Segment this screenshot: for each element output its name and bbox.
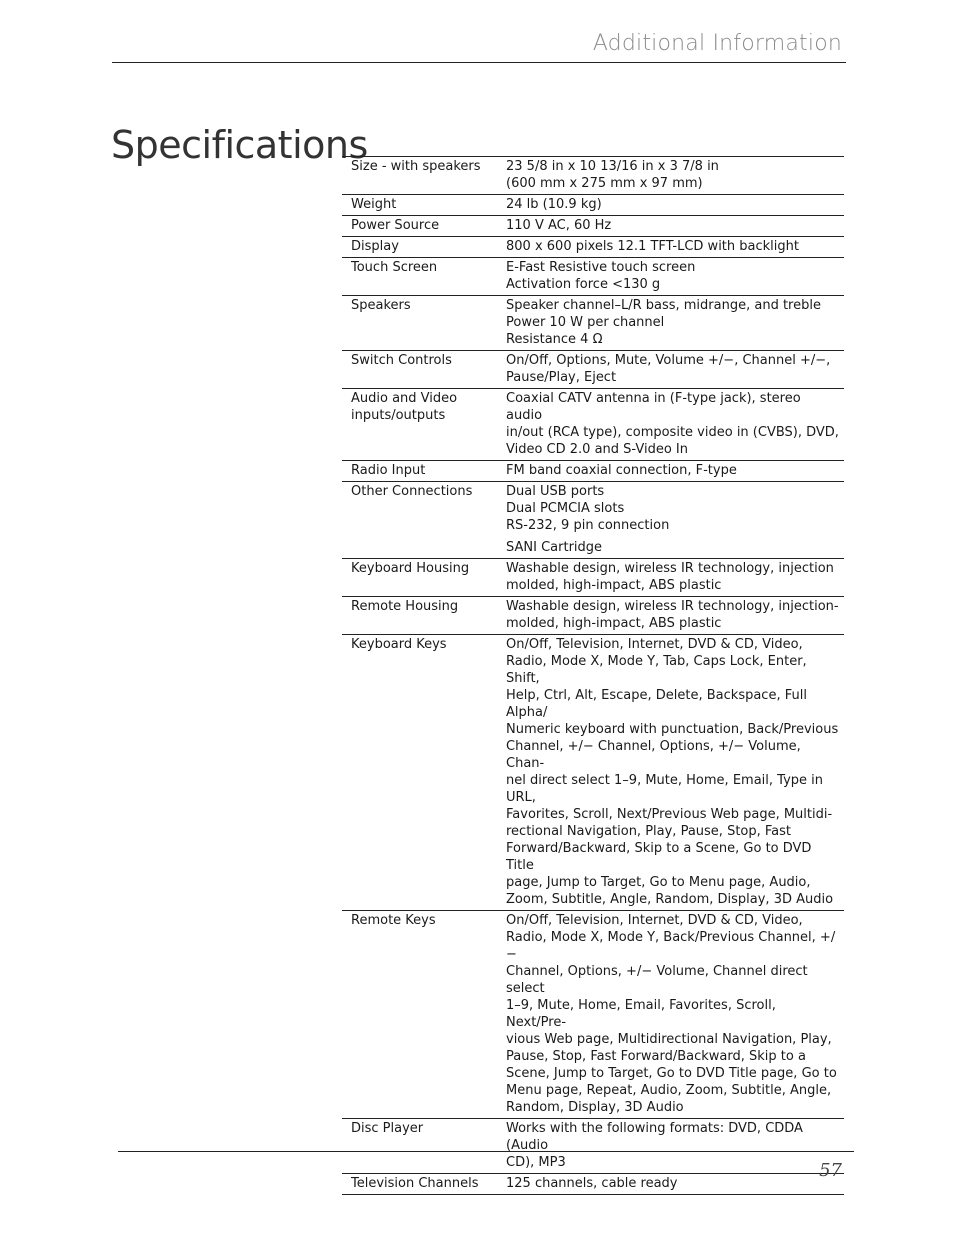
spec-value-line: Dual USB ports bbox=[506, 484, 605, 499]
spec-row bbox=[342, 237, 844, 258]
spec-row bbox=[342, 389, 844, 461]
spec-row bbox=[342, 351, 844, 389]
spec-row bbox=[342, 559, 844, 597]
spec-value bbox=[506, 911, 844, 1119]
spec-value-line: Coaxial CATV antenna in (F-type jack), stereo audio bbox=[506, 391, 801, 423]
spec-value bbox=[506, 635, 844, 911]
spec-value-line: Channel, +/− Channel, Options, +/− Volume, Chan- bbox=[506, 739, 801, 771]
spec-value-line: Forward/Backward, Skip to a Scene, Go to DVD Title bbox=[506, 841, 812, 873]
spec-label bbox=[342, 296, 506, 351]
spec-label bbox=[342, 559, 506, 597]
spec-value bbox=[506, 482, 844, 559]
spec-label bbox=[342, 1119, 506, 1174]
spec-value-line: 110 V AC, 60 Hz bbox=[506, 218, 612, 233]
spec-value-line: Channel, Options, +/− Volume, Channel direct select bbox=[506, 964, 808, 996]
spec-value-line: Radio, Mode X, Mode Y, Tab, Caps Lock, Enter, Shift, bbox=[506, 654, 807, 686]
spec-value-line: CD), MP3 bbox=[506, 1155, 566, 1170]
spec-value bbox=[506, 296, 844, 351]
spec-value-line: Pause, Stop, Fast Forward/Backward, Skip to a bbox=[506, 1049, 806, 1064]
spec-label-line: Keyboard Keys bbox=[351, 637, 447, 652]
spec-value-line: Resistance 4 Ω bbox=[506, 332, 603, 347]
page-title: Specifications bbox=[111, 123, 368, 168]
spec-value-line: molded, high-impact, ABS plastic bbox=[506, 616, 722, 631]
spec-value-line: E-Fast Resistive touch screen bbox=[506, 260, 696, 275]
spec-label bbox=[342, 195, 506, 216]
spec-label-line: Touch Screen bbox=[351, 260, 438, 275]
spec-value-line: nel direct select 1–9, Mute, Home, Email, Type in URL, bbox=[506, 773, 823, 805]
spec-value-line: Zoom, Subtitle, Angle, Random, Display, 3D Audio bbox=[506, 892, 834, 907]
spec-value-line: 125 channels, cable ready bbox=[506, 1176, 678, 1191]
spec-label-line: Weight bbox=[351, 197, 397, 212]
spec-value-line: Speaker channel–L/R bass, midrange, and treble bbox=[506, 298, 821, 313]
spec-value-line: SANI Cartridge bbox=[506, 540, 603, 555]
spec-row bbox=[342, 258, 844, 296]
spec-value bbox=[506, 258, 844, 296]
spec-value-line: FM band coaxial connection, F-type bbox=[506, 463, 737, 478]
header-divider bbox=[112, 62, 846, 63]
spec-value-line: On/Off, Options, Mute, Volume +/−, Channel +/−, bbox=[506, 353, 831, 368]
spec-value bbox=[506, 559, 844, 597]
spec-label-line: Switch Controls bbox=[351, 353, 452, 368]
spec-value-line: rectional Navigation, Play, Pause, Stop, Fast bbox=[506, 824, 792, 839]
spec-label bbox=[342, 461, 506, 482]
spec-row bbox=[342, 482, 844, 559]
spec-label bbox=[342, 911, 506, 1119]
spec-label-line: Audio and Video bbox=[351, 391, 458, 406]
spec-value bbox=[506, 195, 844, 216]
specifications-table bbox=[342, 156, 844, 1195]
spec-value-line: 23 5/8 in x 10 13/16 in x 3 7/8 in bbox=[506, 159, 719, 174]
spec-value-line: in/out (RCA type), composite video in (CVBS), DVD, bbox=[506, 425, 839, 440]
spec-value-line: On/Off, Television, Internet, DVD & CD, Video, bbox=[506, 913, 803, 928]
spec-label-line: Speakers bbox=[351, 298, 411, 313]
spec-label bbox=[342, 237, 506, 258]
spec-label bbox=[342, 635, 506, 911]
spec-value-line: (600 mm x 275 mm x 97 mm) bbox=[506, 176, 703, 191]
spec-value bbox=[506, 157, 844, 195]
spec-value bbox=[506, 351, 844, 389]
spec-label bbox=[342, 389, 506, 461]
spec-row bbox=[342, 461, 844, 482]
page-number: 57 bbox=[819, 1160, 842, 1181]
spec-value-line: Works with the following formats: DVD, CDDA (Audio bbox=[506, 1121, 803, 1153]
spec-label-line: inputs/outputs bbox=[351, 408, 446, 423]
spec-row bbox=[342, 157, 844, 195]
spec-row bbox=[342, 296, 844, 351]
spec-value bbox=[506, 389, 844, 461]
spec-label bbox=[342, 1174, 506, 1195]
spec-value-line: Random, Display, 3D Audio bbox=[506, 1100, 684, 1115]
spec-value-line: RS-232, 9 pin connection bbox=[506, 518, 670, 533]
spec-label-line: Other Connections bbox=[351, 484, 473, 499]
spec-value bbox=[506, 216, 844, 237]
spec-label bbox=[342, 258, 506, 296]
spec-label-line: Display bbox=[351, 239, 399, 254]
spec-label-line: Keyboard Housing bbox=[351, 561, 470, 576]
spec-value-line: Numeric keyboard with punctuation, Back/Previous bbox=[506, 722, 839, 737]
spec-value-line: Washable design, wireless IR technology, injection bbox=[506, 561, 834, 576]
spec-value bbox=[506, 1119, 844, 1174]
spec-value-line: page, Jump to Target, Go to Menu page, Audio, bbox=[506, 875, 811, 890]
spec-label bbox=[342, 216, 506, 237]
spec-row bbox=[342, 911, 844, 1119]
section-header-title: Additional Information bbox=[592, 31, 842, 56]
spec-row bbox=[342, 195, 844, 216]
spec-value-line: Favorites, Scroll, Next/Previous Web page, Multidi- bbox=[506, 807, 833, 822]
spec-value-line: Pause/Play, Eject bbox=[506, 370, 617, 385]
spec-value bbox=[506, 597, 844, 635]
spec-value-line: Menu page, Repeat, Audio, Zoom, Subtitle, Angle, bbox=[506, 1083, 832, 1098]
spec-row bbox=[342, 635, 844, 911]
spec-row bbox=[342, 216, 844, 237]
spec-value-line: molded, high-impact, ABS plastic bbox=[506, 578, 722, 593]
spec-value-line: Power 10 W per channel bbox=[506, 315, 665, 330]
spec-label bbox=[342, 351, 506, 389]
spec-value-line: 1–9, Mute, Home, Email, Favorites, Scroll, Next/Pre- bbox=[506, 998, 776, 1030]
spec-value bbox=[506, 237, 844, 258]
spec-label-line: Remote Keys bbox=[351, 913, 436, 928]
spec-label-line: Television Channels bbox=[351, 1176, 479, 1191]
spec-value bbox=[506, 461, 844, 482]
spec-label bbox=[342, 157, 506, 195]
spec-value-line: Help, Ctrl, Alt, Escape, Delete, Backspace, Full Alpha/ bbox=[506, 688, 807, 720]
spec-value-line: On/Off, Television, Internet, DVD & CD, Video, bbox=[506, 637, 803, 652]
spec-label-line: Power Source bbox=[351, 218, 440, 233]
footer-divider bbox=[118, 1151, 854, 1152]
spec-value-line: Dual PCMCIA slots bbox=[506, 501, 625, 516]
spec-row bbox=[342, 597, 844, 635]
spec-value-line: Radio, Mode X, Mode Y, Back/Previous Channel, +/− bbox=[506, 930, 836, 962]
spec-label-line: Size - with speakers bbox=[351, 159, 481, 174]
spec-label bbox=[342, 482, 506, 559]
spec-value-line: 24 lb (10.9 kg) bbox=[506, 197, 602, 212]
spec-value bbox=[506, 1174, 844, 1195]
spec-label-line: Radio Input bbox=[351, 463, 426, 478]
spec-value-line: vious Web page, Multidirectional Navigation, Play, bbox=[506, 1032, 832, 1047]
spec-label bbox=[342, 597, 506, 635]
spec-value-line: Washable design, wireless IR technology, injection- bbox=[506, 599, 839, 614]
spec-value-line: Video CD 2.0 and S-Video In bbox=[506, 442, 688, 457]
spec-row bbox=[342, 1174, 844, 1195]
spec-value-line: Scene, Jump to Target, Go to DVD Title page, Go to bbox=[506, 1066, 837, 1081]
spec-value-line: 800 x 600 pixels 12.1 TFT-LCD with backlight bbox=[506, 239, 799, 254]
spec-row bbox=[342, 1119, 844, 1174]
spec-label-line: Disc Player bbox=[351, 1121, 424, 1136]
spec-label-line: Remote Housing bbox=[351, 599, 459, 614]
spec-value-line: Activation force <130 g bbox=[506, 277, 661, 292]
